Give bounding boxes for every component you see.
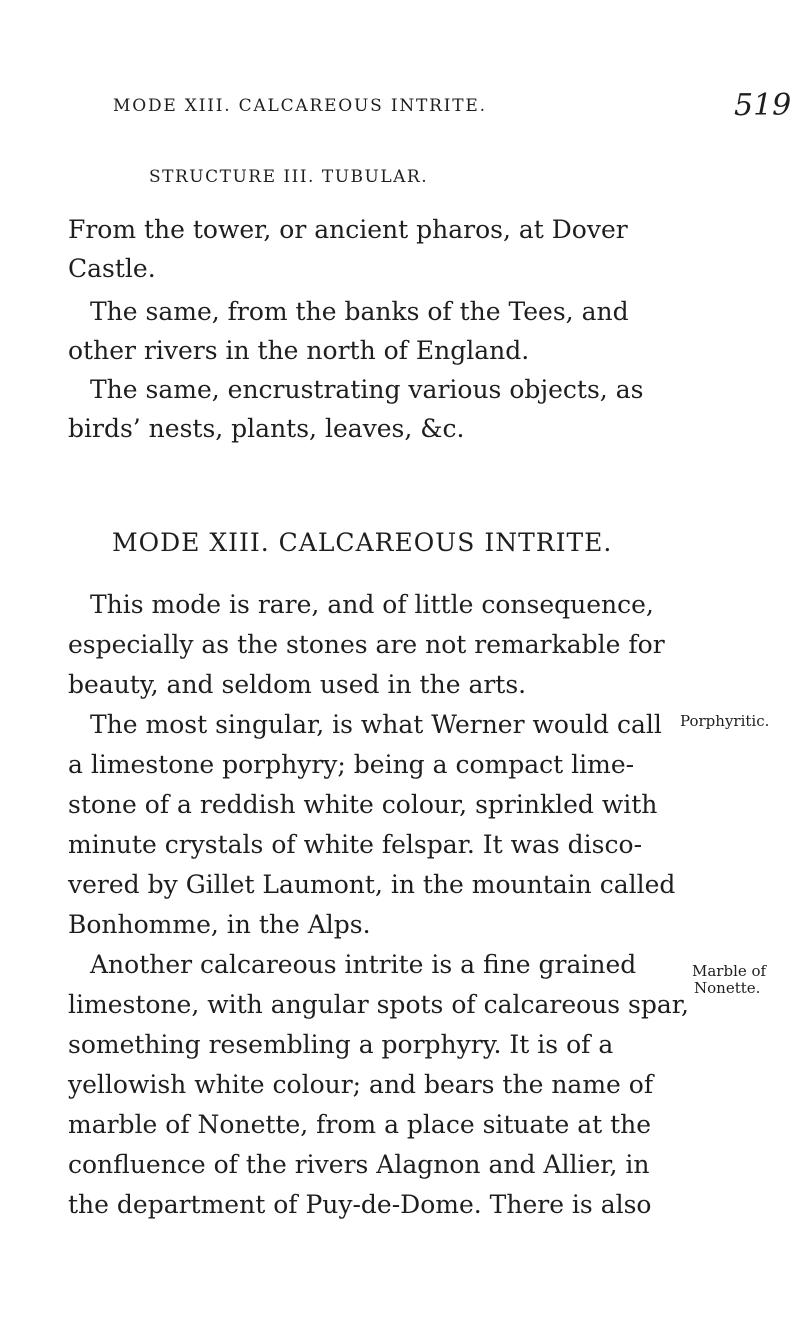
body-line: minute crystals of white felspar. It was disco- — [68, 830, 643, 859]
mode-heading: MODE XIII. CALCAREOUS INTRITE. — [112, 528, 613, 557]
body-line: something resembling a porphyry. It is of a — [68, 1030, 614, 1059]
structure-line: other rivers in the north of England. — [68, 336, 530, 365]
body-line: beauty, and seldom used in the arts. — [68, 670, 527, 699]
body-line: This mode is rare, and of little consequence, — [90, 590, 654, 619]
structure-line: From the tower, or ancient pharos, at Dover — [68, 215, 628, 244]
body-line: The most singular, is what Werner would call — [90, 710, 662, 739]
body-line: yellowish white colour; and bears the name of — [68, 1070, 654, 1099]
body-line: Another calcareous intrite is a fine grained — [90, 950, 637, 979]
structure-line: birds’ nests, plants, leaves, &c. — [68, 414, 465, 443]
body-line: the department of Puy-de-Dome. There is also — [68, 1190, 652, 1219]
page-number: 519 — [734, 88, 792, 123]
body-line: Bonhomme, in the Alps. — [68, 910, 371, 939]
margin-note-marble-line2: Nonette. — [694, 979, 761, 997]
body-line: stone of a reddish white colour, sprinkled with — [68, 790, 658, 819]
margin-note-porphyritic: Porphyritic. — [680, 712, 770, 730]
body-line: marble of Nonette, from a place situate at the — [68, 1110, 652, 1139]
structure-line: Castle. — [68, 254, 156, 283]
body-line: limestone, with angular spots of calcareous spar, — [68, 990, 689, 1019]
body-line: confluence of the rivers Alagnon and Allier, in — [68, 1150, 650, 1179]
margin-note-marble-line1: Marble of — [692, 962, 767, 980]
structure-line: The same, from the banks of the Tees, and — [90, 297, 629, 326]
body-line: vered by Gillet Laumont, in the mountain called — [68, 870, 676, 899]
running-head: MODE XIII. CALCAREOUS INTRITE. — [113, 96, 487, 116]
structure-line: The same, encrustrating various objects, as — [90, 375, 644, 404]
body-line: especially as the stones are not remarkable for — [68, 630, 665, 659]
body-line: a limestone porphyry; being a compact lime- — [68, 750, 635, 779]
structure-heading: STRUCTURE III. TUBULAR. — [149, 167, 429, 187]
